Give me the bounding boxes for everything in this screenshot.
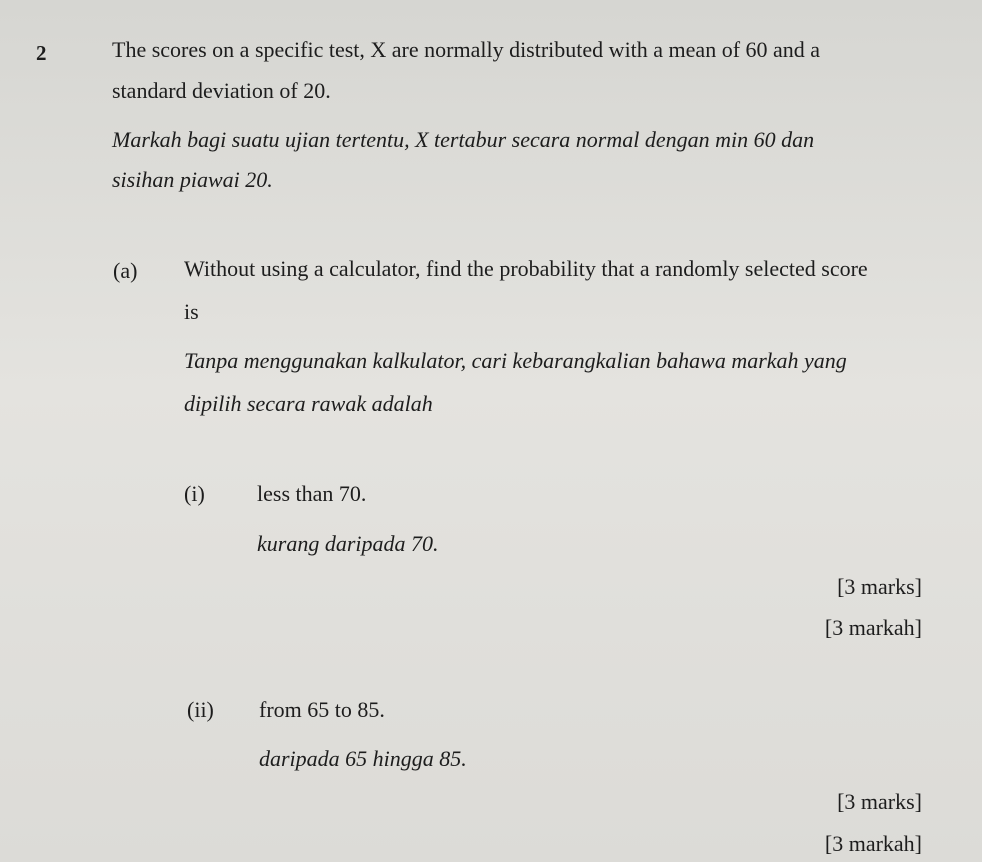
question-number: 2 bbox=[36, 41, 47, 65]
part-i-label: (i) bbox=[184, 481, 205, 506]
part-i-marks-en: [3 marks] bbox=[837, 574, 922, 599]
part-a-text-ms-line-1: Tanpa menggunakan kalkulator, cari kebarangkalian bahawa markah yang bbox=[184, 348, 847, 373]
question-intro-en-line-2: standard deviation of 20. bbox=[112, 78, 331, 103]
question-intro-ms-line-1: Markah bagi suatu ujian tertentu, X tertabur secara normal dengan min 60 dan bbox=[112, 127, 815, 152]
part-i-text-en: less than 70. bbox=[257, 481, 367, 506]
part-ii-marks-en: [3 marks] bbox=[837, 789, 922, 814]
part-ii-text-en: from 65 to 85. bbox=[259, 697, 385, 722]
part-i-text-ms: kurang daripada 70. bbox=[257, 531, 439, 556]
part-ii-marks-ms: [3 markah] bbox=[824, 831, 922, 856]
part-a-text-en-line-1: Without using a calculator, find the probability that a randomly selected score bbox=[184, 256, 868, 281]
part-a-text-en-line-2: is bbox=[184, 299, 199, 324]
part-i-marks-ms: [3 markah] bbox=[824, 615, 922, 640]
part-ii-text-ms: daripada 65 hingga 85. bbox=[259, 746, 467, 771]
question-intro-en-line-1: The scores on a specific test, X are normally distributed with a mean of 60 and a bbox=[112, 37, 821, 62]
part-a-text-ms-line-2: dipilih secara rawak adalah bbox=[184, 391, 433, 416]
question-intro-ms-line-2: sisihan piawai 20. bbox=[112, 167, 273, 192]
part-ii-label: (ii) bbox=[187, 697, 214, 722]
part-a-label: (a) bbox=[113, 258, 138, 283]
